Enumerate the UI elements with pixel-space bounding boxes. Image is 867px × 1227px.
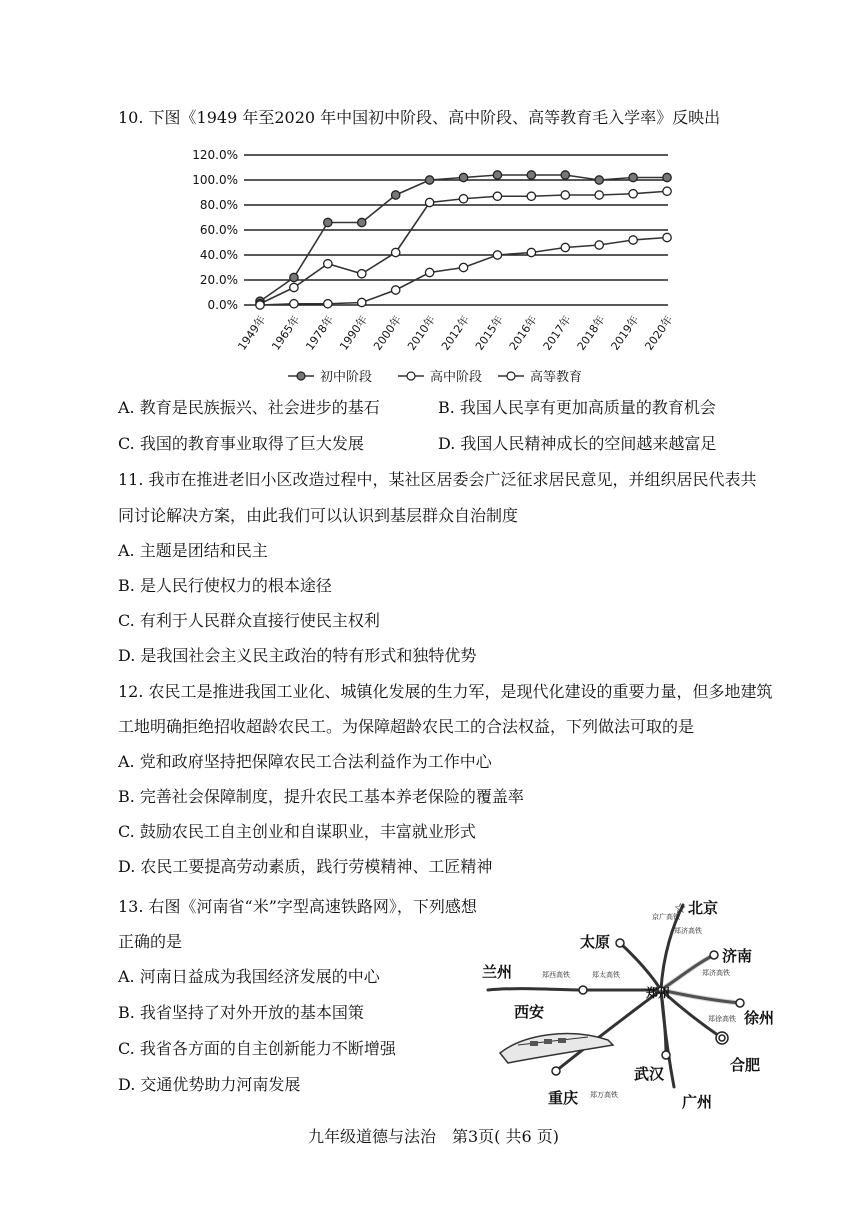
q12-option-a[interactable]: A. 党和政府坚持把保障农民工合法利益作为工作中心 — [118, 752, 492, 771]
series-point — [561, 171, 569, 179]
x-tick-label: 1949年 — [235, 313, 269, 353]
line-zhengwan: 郑万高铁 — [590, 1091, 618, 1099]
q10-option-d[interactable]: D. 我国人民精神成长的空间越来越富足 — [438, 434, 717, 453]
series-point — [425, 268, 433, 276]
series-point — [527, 171, 535, 179]
series-point — [324, 218, 332, 226]
series-point — [459, 173, 467, 181]
marker-hefei-inner — [719, 1035, 725, 1041]
series-point — [358, 270, 366, 278]
series-point — [561, 243, 569, 251]
y-tick-label: 60.0% — [199, 223, 238, 237]
series-line — [260, 191, 667, 304]
x-tick-label: 1978年 — [303, 313, 337, 353]
series-point — [595, 241, 603, 249]
q12-option-d[interactable]: D. 农民工要提高劳动素质，践行劳模精神、工匠精神 — [118, 857, 493, 876]
series-point — [324, 300, 332, 308]
chart-y-ticks — [192, 148, 238, 312]
city-beijing: 北京 — [688, 899, 719, 917]
q12-option-c[interactable]: C. 鼓励农民工自主创业和自谋职业，丰富就业形式 — [118, 822, 476, 841]
line-zhengji: 郑济高铁 — [674, 927, 702, 935]
legend-label: 初中阶段 — [320, 370, 373, 385]
series-point — [527, 192, 535, 200]
series-point — [595, 191, 603, 199]
train-icon — [500, 1034, 613, 1063]
line-zhengxu: 郑徐高铁 — [708, 1015, 736, 1023]
line-zhengxi: 郑西高铁 — [542, 971, 570, 979]
series-point — [459, 195, 467, 203]
q10-stem: 10. 下图《1949 年至2020 年中国初中阶段、高中阶段、高等教育毛入学率》反映出 — [118, 108, 721, 127]
y-tick-label: 0.0% — [207, 298, 238, 312]
city-taiyuan: 太原 — [580, 933, 611, 951]
x-tick-label: 1965年 — [269, 313, 303, 353]
series-point — [663, 233, 671, 241]
x-tick-label: 2019年 — [608, 313, 642, 353]
series-point — [391, 248, 399, 256]
y-tick-label: 40.0% — [199, 248, 238, 262]
series-point — [561, 191, 569, 199]
q12-stem-line1: 12. 农民工是推进我国工业化、城镇化发展的生力军，是现代化建设的重要力量，但多地建筑 — [118, 682, 773, 701]
x-tick-label: 2010年 — [405, 313, 439, 353]
q11-stem-line2: 同讨论解决方案，由此我们可以认识到基层群众自治制度 — [118, 506, 519, 525]
series-point — [663, 173, 671, 181]
q13-stem-line1: 13. 右图《河南省“米”字型高速铁路网》，下列感想 — [118, 897, 477, 916]
y-tick-label: 100.0% — [192, 173, 238, 187]
marker-taiyuan — [616, 939, 624, 947]
series-point — [290, 273, 298, 281]
city-hefei: 合肥 — [730, 1056, 761, 1074]
marker-wuhan — [662, 1051, 670, 1059]
q13-option-b[interactable]: B. 我省坚持了对外开放的基本国策 — [118, 1003, 364, 1022]
legend-marker — [407, 372, 415, 380]
x-tick-label: 2015年 — [472, 313, 506, 353]
q11-stem-line1: 11. 我市在推进老旧小区改造过程中，某社区居委会广泛征求居民意见，并组织居民代表共 — [118, 470, 757, 489]
marker-xian — [579, 986, 587, 994]
q13-stem-line2: 正确的是 — [118, 932, 183, 951]
legend-label: 高中阶段 — [430, 370, 483, 385]
henan-railway-map — [478, 895, 788, 1115]
city-jinan: 济南 — [722, 947, 753, 965]
q13-option-c[interactable]: C. 我省各方面的自主创新能力不断增强 — [118, 1039, 396, 1058]
page-footer: 九年级道德与法治 第3页( 共6 页) — [307, 1127, 560, 1146]
series-point — [290, 300, 298, 308]
line-jingguang: 京广高铁 — [652, 913, 680, 921]
q11-option-a[interactable]: A. 主题是团结和民主 — [118, 541, 268, 560]
x-tick-label: 2018年 — [574, 313, 608, 353]
q13-option-a[interactable]: A. 河南日益成为我国经济发展的中心 — [118, 967, 380, 986]
series-point — [527, 248, 535, 256]
q10-option-b[interactable]: B. 我国人民享有更加高质量的教育机会 — [438, 398, 716, 417]
beijing-star-icon: ☆ — [674, 901, 687, 917]
y-tick-label: 120.0% — [192, 148, 238, 162]
line-extra: 郑济高铁 — [702, 969, 730, 977]
series-point — [324, 260, 332, 268]
series-point — [493, 171, 501, 179]
chart-legend — [288, 369, 582, 385]
x-tick-label: 2000年 — [371, 313, 405, 353]
city-xian: 西安 — [514, 1003, 545, 1021]
series-point — [459, 263, 467, 271]
series-point — [425, 198, 433, 206]
y-tick-label: 20.0% — [199, 273, 238, 287]
city-guangzhou: 广州 — [682, 1093, 713, 1111]
legend-label: 高等教育 — [530, 370, 583, 385]
series-0 — [256, 171, 671, 306]
city-xuzhou: 徐州 — [744, 1009, 775, 1027]
series-point — [493, 192, 501, 200]
chart-series — [256, 171, 671, 309]
rail-zhengxi — [488, 989, 661, 990]
q11-option-c[interactable]: C. 有利于人民群众直接行使民主权利 — [118, 611, 380, 630]
x-tick-label: 2020年 — [642, 313, 676, 353]
marker-chongqing — [552, 1067, 560, 1075]
q10-option-c[interactable]: C. 我国的教育事业取得了巨大发展 — [118, 434, 364, 453]
city-zhengzhou: 郑州 — [646, 986, 671, 1000]
x-tick-label: 2012年 — [438, 313, 472, 353]
line-zhengtai: 郑太高铁 — [592, 971, 620, 979]
series-point — [391, 286, 399, 294]
x-tick-label: 2017年 — [540, 313, 574, 353]
city-chongqing: 重庆 — [548, 1089, 579, 1107]
x-tick-label: 2016年 — [506, 313, 540, 353]
marker-xuzhou — [736, 999, 744, 1007]
series-point — [629, 190, 637, 198]
rail-zhengwan — [556, 990, 661, 1071]
q10-option-a[interactable]: A. 教育是民族振兴、社会进步的基石 — [118, 398, 380, 417]
city-lanzhou: 兰州 — [482, 963, 513, 981]
series-point — [629, 236, 637, 244]
q11-option-d[interactable]: D. 是我国社会主义民主政治的特有形式和独特优势 — [118, 646, 477, 665]
series-point — [629, 173, 637, 181]
marker-jinan — [710, 951, 718, 959]
chart-x-ticks — [235, 313, 676, 353]
q11-option-b[interactable]: B. 是人民行使权力的根本途径 — [118, 576, 332, 595]
y-tick-label: 80.0% — [199, 198, 238, 212]
q12-option-b[interactable]: B. 完善社会保障制度，提升农民工基本养老保险的覆盖率 — [118, 787, 524, 806]
city-wuhan: 武汉 — [634, 1065, 665, 1083]
series-point — [595, 176, 603, 184]
legend-marker — [297, 372, 305, 380]
series-point — [425, 176, 433, 184]
series-point — [358, 218, 366, 226]
legend-marker — [507, 372, 515, 380]
series-point — [391, 191, 399, 199]
x-tick-label: 1990年 — [337, 313, 371, 353]
q13-option-d[interactable]: D. 交通优势助力河南发展 — [118, 1075, 301, 1094]
enrollment-rate-chart — [180, 140, 680, 390]
rail-zhengtai — [620, 943, 661, 990]
q12-stem-line2: 工地明确拒绝招收超龄农民工。为保障超龄农民工的合法权益，下列做法可取的是 — [118, 717, 695, 736]
series-point — [493, 251, 501, 259]
series-point — [663, 187, 671, 195]
series-point — [358, 298, 366, 306]
series-point — [290, 283, 298, 291]
series-point — [256, 301, 264, 309]
